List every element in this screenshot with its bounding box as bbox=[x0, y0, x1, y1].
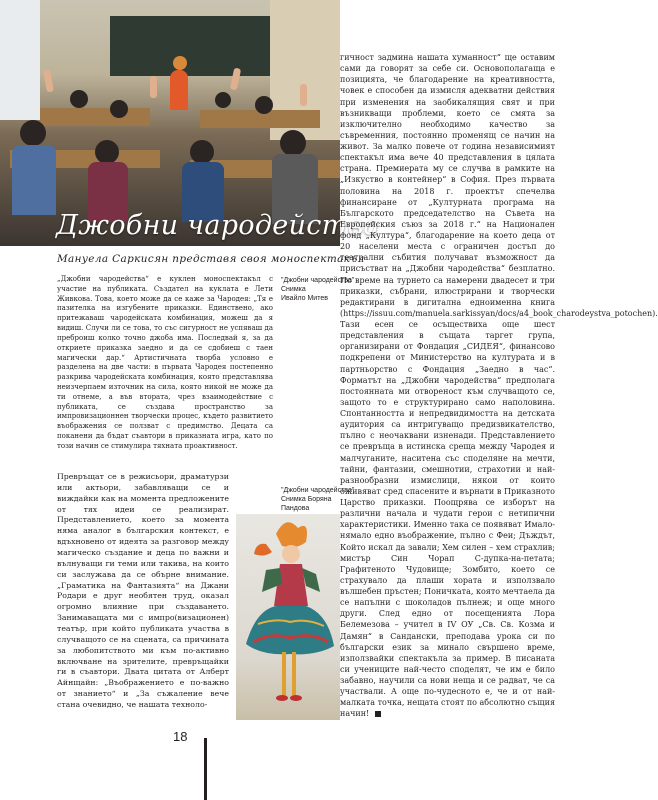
end-of-article-mark bbox=[375, 711, 381, 717]
caption-text: "Джобни чародейства" bbox=[281, 487, 355, 494]
footer-rule bbox=[204, 738, 207, 800]
caption-credit-name: Ивайло Митев bbox=[281, 295, 328, 302]
article-title: Джобни чародейства bbox=[56, 210, 380, 241]
page-number: 18 bbox=[173, 729, 188, 744]
puppet-photo bbox=[236, 514, 340, 720]
puppet-illustration bbox=[236, 514, 340, 720]
body-paragraph: „Джобни чародейства“ е куклен моноспектакъл с участие на публиката. Създател на куклата е Лети Живкова. Това, което може да се каже за Чародея: „Тя е пазителка на изгубените приказки. Единствено, ако притежаваш чародейската комбинация, можеш да я видиш. Случи ли се това, то със сигурност не успяваш да преброиш колко точно джоба има. Последвай я, за да откриете приказка заедно и да се сдобиеш с таен магически дар.“ Артистичната творба условно е разделена на две части: в първата Чародея постепенно разкрива чародейската комбинация, която представлява неизчерпаем източник на сила, която никой не може да ти отнеме, а във втората, чрез взаимодействие с публиката, се създава пространство за импровизационнен творчески процес, където развитието въображения се ползват с предимство. Децата са поканени да бъдат съавтори в приказната игра, като по този начин се стимулира тяхната проактивност. bbox=[57, 275, 273, 450]
caption-credit-label: Снимка Боряна bbox=[281, 496, 332, 503]
body-column-right bbox=[340, 52, 658, 720]
caption-credit-name: Пандова bbox=[281, 505, 310, 512]
caption-credit-label: Снимка bbox=[281, 286, 306, 293]
article-subtitle: Мануела Саркисян представя своя моноспектакъл bbox=[57, 253, 365, 265]
body-paragraph: Превръщат се в режисьори, драматурзи или актьори, забавляващи се и виждайки как на момента предложените от тях идеи се реализират. Представлението, което за момента няма аналог в българския контекст, е вдъхновено от идеята за разговор между магическо създание и деца по важни и вълнуващи ги теми или такива, на които си заслужава да се обърне внимание. „Граматика на Фантазията“ на Джани Родари е друг необятен труд, оказал огромно влияние при създаването. Занимаващата ми с импро(визационен) театър, при който публиката участва в случващото се на сцената, са причината за любопитството ми към по-активно включване на зрителите, превръщайки ги в съавтори. Двата цитата от Алберт Айнщайн: „Въображението е по-важно от знанието“ и „За съжаление вече стана очевидно, че нашата техноло- bbox=[57, 472, 229, 710]
caption-text: "Джобни чародейства" bbox=[281, 277, 355, 284]
body-paragraph: гичност задмина нашата хуманност“ ще оставим сами да говорят за себе си. Основополагаща е позицията, че благодарение на креативността, човек е способен да измисля адекватни действия при изменения на заобикалящия свят и при възникващи проблеми, което се смята за изключително необходимо качество за съвременния, постоянно променящ се начин на живот. За малко повече от година независимият спектакъл има вече 40 представления в цялата страна. Премиерата му се случва в рамките на „Изкуство в контейнер“ в София. През първата половина на 2018 г. проектът спечелва финансиране от „Културната програма на Българското председателство на Съвета на Европейския съюз за 2018 г.“ на Национален фонд „Култура“, благодарение на което деца от 20 населени места с ограничен достъп до театрални събития получават възможност да присъстват на „Джобни чародейства“ безплатно. По време на турнето са намерени двадесет и три приказки, събрани, илюстрирани и творчески редактирани в дигитална едноименна книга (https://issuu.com/manuela.sarkissyan/docs/a4_book_charodeystva_potochen). Тази есен се осъществиха още шест представления в същата таргет група, организирани от Фондация „СИДЕЯ“, финансово подкрепени от Министерство на културата и в партньорство с Фондация „Заедно в час“. Форматът на „Джобни чародейства“ предполага постоянната ми отвореност към случващото се, защото то е структурирано само наполовина. Спонтанността и непредвидимостта на детската аудитория са интригуващо предизвикателство, пълно с неочаквани изненади. Представлението се превръща в истинска среща между Чародея и малчуганите, наситена със споделяне на мечти, тайни, фантазии, смешнотии, страхотии и най-разнообразни измислици, някои от които оживяват сред спасените и върнати в Приказното Царство приказки. Поощрява се изборът на различни начала и чудати герои с нетипични характеристики. Именно така се появяват Имало-нямало едно въображение, пълно с Феи; Дъждът, Който искал да завали; Хем силен – хем страхлив; мистър Син Чорап С-дупка-на-петата; Графитеното Чудовище; Зомбито, което се страхувало да плаши хората и използвало вълшебен пръстен; Поничката, която мечтаела да се напълни с шоколадов пълнеж; и още много други. След едно от посещенията Лора Белемезова – учител в IV ОУ „Св. Св. Козма и Дамян“ в Сандански, преподава урока си по български език за минало свършено време, използвайки спектакъла за пример. В писаната си учениците най-често споделят, че им е било забавно, научили са нови неща и се радват, че са участвали. А още по-чудесното е, че и от най-малката точка, нещата стоят по абсолютно същия начин! bbox=[340, 53, 658, 719]
body-column-left-lower bbox=[57, 472, 229, 711]
body-column-left bbox=[57, 275, 273, 452]
